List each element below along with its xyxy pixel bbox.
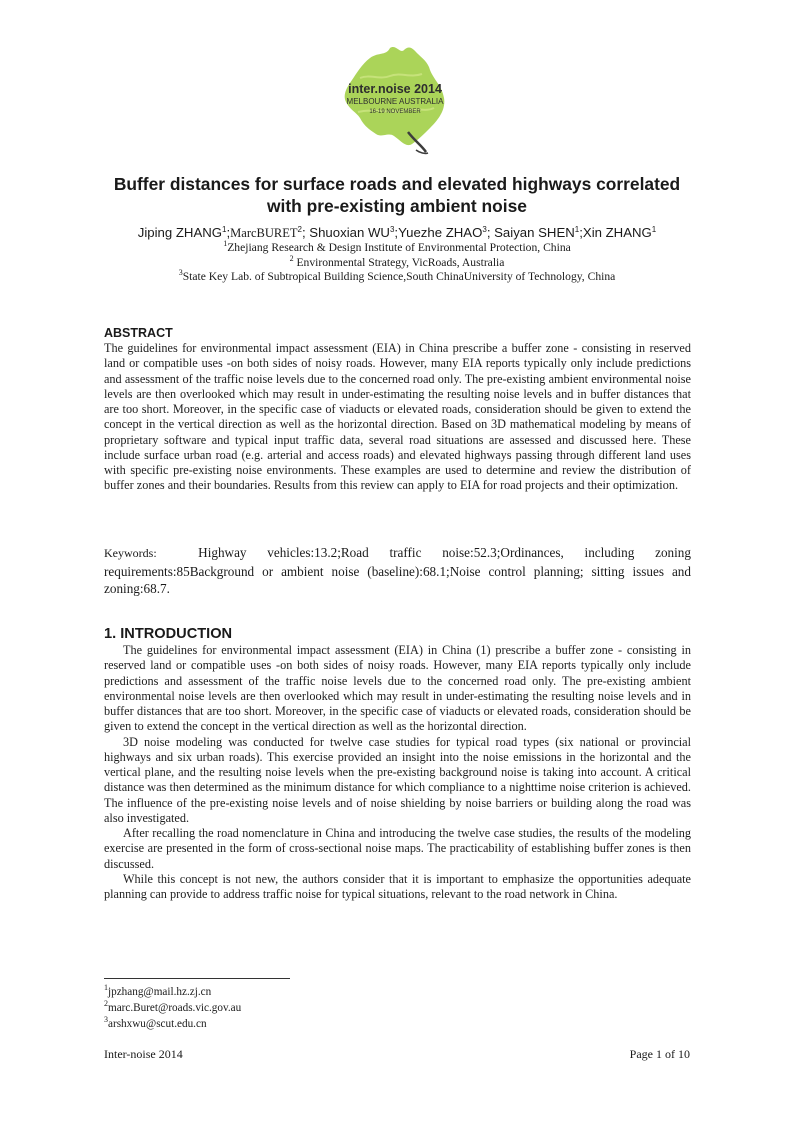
- footnote-list: [104, 984, 241, 1032]
- footer-conference: Inter-noise 2014: [104, 1047, 183, 1061]
- logo-line-3: 16-19 NOVEMBER: [369, 109, 421, 115]
- introduction-section: [104, 626, 691, 902]
- affiliation-sup: 1: [223, 239, 228, 248]
- footnote-email: marc.Buret@roads.vic.gov.au: [108, 1002, 242, 1014]
- abstract-section: [104, 326, 691, 494]
- author-name: Xin ZHANG: [582, 225, 652, 240]
- author-affiliation-sup: 3: [389, 225, 395, 234]
- author-name: MarcBURET: [230, 226, 298, 240]
- author-separator: ;: [394, 225, 399, 240]
- conference-logo: [330, 40, 460, 160]
- title-line-1: Buffer distances for surface roads and elevated highways correlated: [113, 174, 681, 194]
- author-separator: ;: [226, 225, 231, 240]
- introduction-paragraph: After recalling the road nomenclature in China and introducing the twelve case studies, the results of the modeling exercise are presented in the form of cross-sectional noise maps. The practicability of establishing buffer zones is then discussed.: [104, 826, 691, 871]
- affiliation-sup: 2: [289, 253, 294, 263]
- author-list: [60, 225, 734, 241]
- affiliation: [60, 241, 734, 256]
- footnote-sup: 2: [104, 999, 108, 1008]
- footnote-sup: 1: [104, 983, 108, 992]
- author-affiliation-sup: 3: [482, 225, 487, 234]
- author-separator: ;: [579, 225, 583, 240]
- affiliation-list: [60, 241, 734, 285]
- author-name: Yuezhe ZHAO: [398, 225, 483, 240]
- affiliation-text: State Key Lab. of Subtropical Building Science,South ChinaUniversity of Technology, China: [182, 270, 616, 284]
- author-affiliation-sup: 1: [574, 225, 580, 234]
- introduction-heading: 1. INTRODUCTION: [104, 626, 233, 642]
- title-line-2: with pre-existing ambient noise: [267, 196, 527, 216]
- footnote-rule: [104, 978, 290, 979]
- affiliation-text: Environmental Strategy, VicRoads, Australia: [293, 255, 505, 269]
- australia-map-logo: [330, 40, 460, 160]
- affiliation: [60, 270, 734, 285]
- footer-page-number: Page 1 of 10: [629, 1047, 690, 1061]
- affiliation-sup: 3: [178, 268, 183, 278]
- abstract-text: The guidelines for environmental impact assessment (EIA) in China prescribe a buffer zone - consisting in reserved land or compatible uses -on both sides of noisy roads. However, many EIA reports typically only include predictions and assessment of the traffic noise levels due to the concerned road only. The pre-existing ambient environmental noise levels are then overlooked which may result in under-estimating the resulting noise levels and in buffer distances that are too short. Moreover, in the specific case of viaducts or elevated roads, consideration should be given to extend the concept in the vertical direction as well as the horizontal direction. Based on 3D mathematical modeling by means of proprietary software and typical input traffic data, several road situations are assessed and discussed here. These include surface urban road (e.g. arterial and access roads) and elevated highways passing through different land uses with specific pre-existing noise environments. These examples are used to determine and review the distribution of buffer zones and their boundaries. Results from this review can apply to EIA for road projects and their optimization.: [104, 341, 691, 493]
- affiliation: [60, 253, 734, 271]
- author-affiliation-sup: 1: [222, 225, 227, 234]
- affiliation-text: Zhejiang Research & Design Institute of Environmental Protection, China: [227, 241, 571, 254]
- footnote: [104, 984, 241, 1000]
- footnote: [104, 1016, 241, 1032]
- footnote-email: jpzhang@mail.hz.zj.cn: [108, 986, 212, 998]
- keywords-section: [104, 544, 691, 598]
- author-name: Jiping ZHANG: [137, 225, 223, 240]
- keywords-label: Keywords:: [104, 546, 157, 560]
- author-name: Saiyan SHEN: [494, 225, 575, 240]
- author-name: Shuoxian WU: [309, 225, 390, 240]
- author-affiliation-sup: 1: [651, 225, 657, 234]
- abstract-heading: ABSTRACT: [104, 326, 173, 340]
- footnote: [104, 1000, 241, 1016]
- author-separator: ;: [301, 225, 310, 240]
- author-separator: ;: [486, 225, 495, 240]
- footnote-email: arshxwu@scut.edu.cn: [108, 1018, 207, 1030]
- introduction-paragraph: 3D noise modeling was conducted for twelve case studies for typical road types (six national or provincial highways and six urban roads). This exercise provided an insight into the noise emissions in the horizontal and the vertical plane, and the resulting noise levels when the pre-existing background noise is taking into account. A critical distance was then determined as the minimum distance for which compliance to a nighttime noise criterion is achieved. The influence of the pre-existing noise levels and of noise shielding by noise barriers or building along the road was also investigated.: [104, 734, 691, 825]
- logo-line-2: MELBOURNE AUSTRALIA: [346, 97, 444, 106]
- author-affiliation-sup: 2: [297, 225, 302, 234]
- keywords-value: Highway vehicles:13.2;Road traffic noise:52.3;Ordinances, including zoning requirements:85Background or ambient noise (baseline):68.1;Noise control planning; sitting issues and zoning:68.7.: [104, 545, 691, 597]
- introduction-paragraph: The guidelines for environmental impact assessment (EIA) in China (1) prescribe a buffer zone - consisting in reserved land or compatible uses -on both sides of noisy roads. However, many EIA reports typically only include predictions and assessment of the traffic noise levels due to the concerned road only. The pre-existing ambient environmental noise levels are then overlooked which may result in under-estimating the resulting noise levels and in buffer distances that are too short. Moreover, in the specific case of viaducts or elevated roads, consideration should be given to extend the concept in the vertical direction as well as the horizontal direction.: [104, 643, 691, 734]
- introduction-paragraph: While this concept is not new, the authors consider that it is important to emphasize the opportunities adequate planning can provide to address traffic noise for typical situations, relevant to the road network in China.: [104, 871, 691, 901]
- logo-line-1: inter.noise 2014: [348, 82, 442, 96]
- footnote-sup: 3: [104, 1015, 108, 1024]
- keywords-text: [104, 544, 691, 598]
- paper-title: [90, 173, 704, 217]
